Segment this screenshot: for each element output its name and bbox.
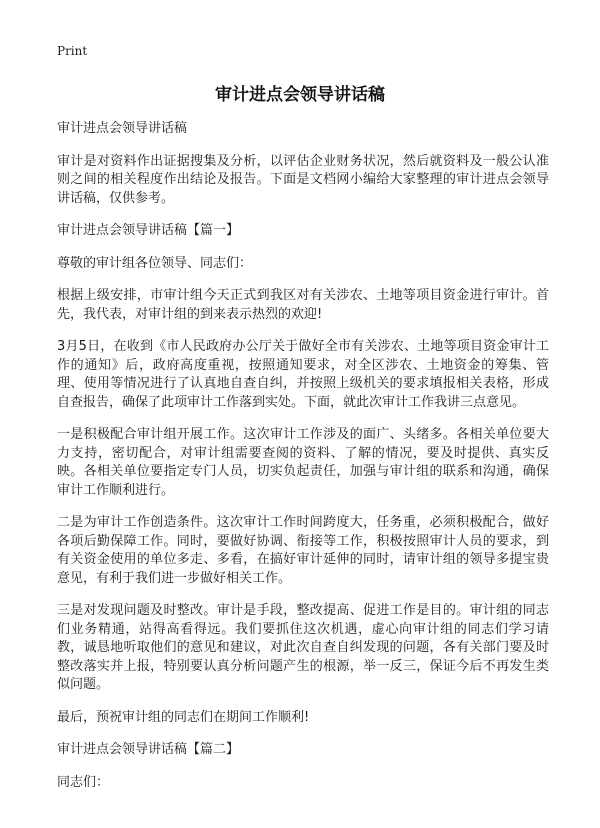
- section-heading-2: 审计进点会领导讲话稿【篇二】: [57, 742, 240, 757]
- salutation-paragraph: 尊敬的审计组各位领导、同志们：: [57, 255, 253, 271]
- body-paragraph: 一是积极配合审计组开展工作。这次审计工作涉及的面广、头绪多。各相关单位要大力支持，密切配合，对审计组需要查阅的资料、了解的情况，要及时提供、真实反映。各相关单位要指定专门人员，切实负起责任，加强与审计组的联系和沟通，确保审计工作顺利进行。: [57, 427, 549, 498]
- body-paragraph: 三是对发现问题及时整改。审计是手段，整改提高、促进工作是目的。审计组的同志们业务精通，站得高看得远。我们要抓住这次机遇，虚心向审计组的同志们学习请教，诚恳地听取他们的意见和建议，对此次自查自纠发现的问题，各有关部门要及时整改落实并上报，特别要认真分析问题产生的根源，举一反三，保证今后不再发生类似问题。: [57, 603, 549, 692]
- document-title: 审计进点会领导讲话稿: [215, 85, 385, 105]
- intro-paragraph: 审计是对资料作出证据搜集及分析，以评估企业财务状况，然后就资料及一般公认准则之间的相关程度作出结论及报告。下面是文档网小编给大家整理的审计进点会领导讲话稿，仅供参考。: [57, 153, 549, 206]
- document-body: [57, 120, 549, 806]
- subtitle-paragraph: 审计进点会领导讲话稿: [57, 121, 188, 136]
- body-paragraph: 根据上级安排，市审计组今天正式到我区对有关涉农、土地等项目资金进行审计。首先，我代表，对审计组的到来表示热烈的欢迎!: [57, 288, 549, 322]
- salutation-paragraph: 同志们：: [57, 774, 110, 790]
- closing-paragraph: 最后，预祝审计组的同志们在期间工作顺利!: [57, 709, 310, 725]
- body-paragraph: 3月5日，在收到《市人民政府办公厅关于做好全市有关涉农、土地等项目资金审计工作的通知》后，政府高度重视，按照通知要求，对全区涉农、土地资金的筹集、管理、使用等情况进行了认真地自查自纠，并按照上级机关的要求填报相关表格，形成自查报告，确保了此项审计工作落到实处。下面，就此次审计工作我讲三点意见。: [57, 339, 549, 410]
- body-paragraph: 二是为审计工作创造条件。这次审计工作时间跨度大，任务重，必须积极配合，做好各项后勤保障工作。同时，要做好协调、衔接等工作，积极按照审计人员的要求，到有关资金使用的单位多走、多看，在搞好审计延伸的同时，请审计组的领导多提宝贵意见，有利于我们进一步做好相关工作。: [57, 515, 549, 586]
- print-link[interactable]: Print: [57, 44, 88, 58]
- section-heading-1: 审计进点会领导讲话稿【篇一】: [57, 223, 240, 238]
